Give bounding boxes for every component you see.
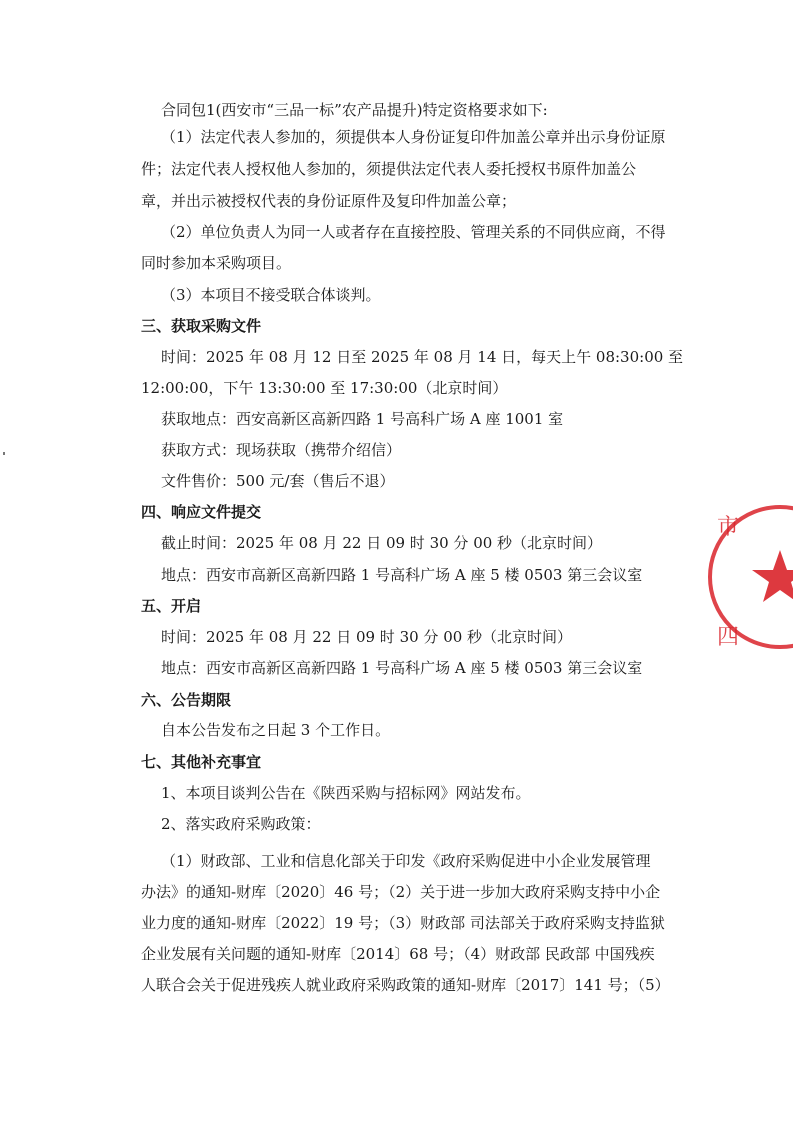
policy-line-2: 办法》的通知-财库〔2020〕46 号；（2）关于进一步加大政府采购支持中小企: [141, 883, 661, 901]
requirement-2-line-2: 同时参加本采购项目。: [141, 254, 292, 272]
section-5-time: 时间：2025 年 08 月 22 日 09 时 30 分 00 秒（北京时间）: [161, 628, 573, 646]
requirement-1-line-1: （1）法定代表人参加的，须提供本人身份证复印件加盖公章并出示身份证原: [161, 128, 666, 146]
section-3-method: 获取方式：现场获取（携带介绍信）: [161, 441, 402, 459]
requirement-2-line-1: （2）单位负责人为同一人或者存在直接控股、管理关系的不同供应商，不得: [161, 223, 666, 241]
seal-text-top: 市: [717, 515, 740, 540]
official-seal: [705, 492, 793, 662]
section-3-time-line-1: 时间：2025 年 08 月 12 日至 2025 年 08 月 14 日，每天上午 08:30:00 至: [161, 348, 684, 366]
section-6-text: 自本公告发布之日起 3 个工作日。: [161, 721, 391, 739]
section-3-place: 获取地点：西安高新区高新四路 1 号高科广场 A 座 1001 室: [161, 410, 564, 428]
section-3-heading: 三、获取采购文件: [141, 317, 262, 335]
section-7-heading: 七、其他补充事宜: [141, 753, 262, 771]
scan-mark: [3, 452, 5, 455]
section-3-time-line-2: 12:00:00，下午 13:30:00 至 17:30:00（北京时间）: [141, 379, 508, 397]
policy-line-4: 企业发展有关问题的通知-财库〔2014〕68 号；（4）财政部 民政部 中国残疾: [141, 945, 655, 963]
section-5-heading: 五、开启: [141, 597, 202, 615]
section-3-price: 文件售价：500 元/套（售后不退）: [161, 472, 395, 490]
section-4-place: 地点：西安市高新区高新四路 1 号高科广场 A 座 5 楼 0503 第三会议室: [161, 566, 643, 584]
intro-text: 合同包1(西安市“三品一标”农产品提升)特定资格要求如下:: [161, 101, 548, 119]
policy-line-5: 人联合会关于促进残疾人就业政府采购政策的通知-财库〔2017〕141 号；（5）: [141, 976, 670, 994]
section-7-item-1: 1、本项目谈判公告在《陕西采购与招标网》网站发布。: [161, 784, 531, 802]
policy-line-1: （1）财政部、工业和信息化部关于印发《政府采购促进中小企业发展管理: [161, 852, 651, 870]
requirement-1-line-2: 件；法定代表人授权他人参加的，须提供法定代表人委托授权书原件加盖公: [141, 160, 637, 178]
section-5-place: 地点：西安市高新区高新四路 1 号高科广场 A 座 5 楼 0503 第三会议室: [161, 659, 643, 677]
requirement-3: （3）本项目不接受联合体谈判。: [161, 286, 381, 304]
requirement-1-line-3: 章，并出示被授权代表的身份证原件及复印件加盖公章；: [141, 192, 517, 210]
seal-graphic: [705, 492, 793, 662]
section-4-deadline: 截止时间：2025 年 08 月 22 日 09 时 30 分 00 秒（北京时间）: [161, 534, 603, 552]
section-4-heading: 四、响应文件提交: [141, 503, 262, 521]
seal-text-bottom: 四: [717, 625, 740, 650]
section-7-item-2: 2、落实政府采购政策：: [161, 815, 321, 833]
policy-line-3: 业力度的通知-财库〔2022〕19 号；（3）财政部 司法部关于政府采购支持监狱: [141, 914, 665, 932]
section-6-heading: 六、公告期限: [141, 691, 232, 709]
